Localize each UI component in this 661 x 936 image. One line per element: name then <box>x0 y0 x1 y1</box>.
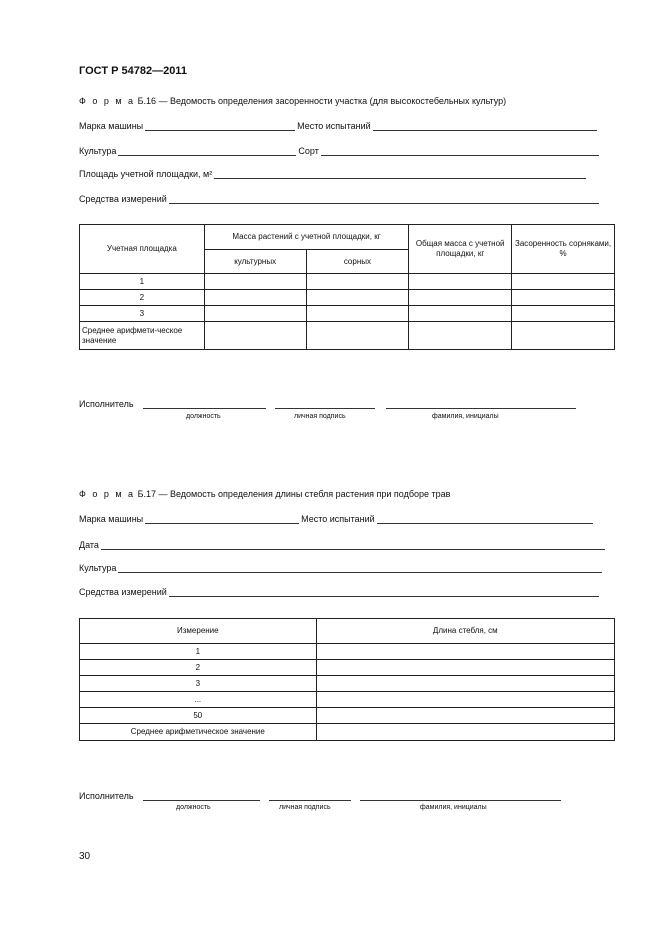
form16-title-text: Б.16 — Ведомость определения засоренности участка (для высокостебельных культур) <box>135 96 507 106</box>
form16-table <box>79 224 615 350</box>
form16-position-line[interactable] <box>143 408 266 409</box>
table-row <box>80 644 615 660</box>
table-row <box>80 290 615 306</box>
table-cell[interactable] <box>306 274 409 290</box>
form17-date-line[interactable] <box>101 541 605 550</box>
form16-crop-label: Культура <box>79 146 117 156</box>
table-row <box>80 306 615 322</box>
form16-prefix: Ф о р м а <box>79 96 136 106</box>
form17-date-label: Дата <box>79 540 99 550</box>
form16-instruments-line[interactable] <box>169 195 599 204</box>
table-cell[interactable] <box>409 306 512 322</box>
form17-name-caption: фамилия, инициалы <box>420 804 487 811</box>
form17-sign-line[interactable] <box>269 800 351 801</box>
table-row <box>80 724 615 741</box>
table-row <box>80 708 615 724</box>
form17-row-instruments <box>79 587 601 597</box>
form16-executor-label: Исполнитель <box>79 399 134 409</box>
table-cell[interactable] <box>316 708 614 724</box>
table-row <box>80 660 615 676</box>
form16-test-place-label: Место испытаний <box>297 121 371 131</box>
form16-row-label: 1 <box>80 274 205 290</box>
form17-executor-label: Исполнитель <box>79 791 134 801</box>
form16-area-label: Площадь учетной площадки, м² <box>79 169 213 179</box>
form16-sign-caption: личная подпись <box>294 413 346 420</box>
form16-col-plot: Учетная площадка <box>80 225 205 274</box>
form16-col-weediness: Засоренность сорняками, % <box>512 225 615 274</box>
table-cell[interactable] <box>512 274 615 290</box>
form17-name-line[interactable] <box>360 800 561 801</box>
form17-position-line[interactable] <box>143 800 260 801</box>
form17-row-label: 3 <box>80 676 317 692</box>
form17-test-place-label: Место испытаний <box>301 514 375 524</box>
table-cell[interactable] <box>204 306 306 322</box>
table-cell[interactable] <box>306 322 409 350</box>
form16-machine-line[interactable] <box>145 122 295 131</box>
document-header: ГОСТ Р 54782—2011 <box>79 65 187 77</box>
table-row <box>80 274 615 290</box>
form16-variety-line[interactable] <box>321 147 599 156</box>
form16-row-crop <box>79 146 601 156</box>
table-cell[interactable] <box>204 322 306 350</box>
table-cell[interactable] <box>512 322 615 350</box>
form17-crop-line[interactable] <box>118 564 602 573</box>
table-cell[interactable] <box>316 660 614 676</box>
table-cell[interactable] <box>306 290 409 306</box>
form16-machine-label: Марка машины <box>79 121 144 131</box>
form17-crop-label: Культура <box>79 563 117 573</box>
form17-row-label: 50 <box>80 708 317 724</box>
form16-position-caption: должность <box>186 413 221 420</box>
form17-row-date <box>79 540 607 550</box>
form16-row-instruments <box>79 194 601 204</box>
table-cell[interactable] <box>316 644 614 660</box>
form17-row-crop <box>79 563 604 573</box>
form17-col-measure: Измерение <box>80 619 317 644</box>
form16-title <box>79 96 506 106</box>
table-cell[interactable] <box>409 322 512 350</box>
form17-table <box>79 618 615 741</box>
table-cell[interactable] <box>409 274 512 290</box>
table-cell[interactable] <box>306 306 409 322</box>
table-cell[interactable] <box>512 290 615 306</box>
page-number: 30 <box>79 851 91 862</box>
form17-prefix: Ф о р м а <box>79 489 136 499</box>
form17-test-place-line[interactable] <box>377 515 593 524</box>
form16-mean-label: Среднее арифмети-ческое значение <box>80 322 205 350</box>
table-cell[interactable] <box>316 676 614 692</box>
form16-row-label: 2 <box>80 290 205 306</box>
form16-row-label: 3 <box>80 306 205 322</box>
table-cell[interactable] <box>204 274 306 290</box>
form17-mean-label: Среднее арифметическое значение <box>80 724 317 741</box>
table-cell[interactable] <box>204 290 306 306</box>
table-cell[interactable] <box>512 306 615 322</box>
form17-position-caption: должность <box>176 804 211 811</box>
form16-test-place-line[interactable] <box>373 122 597 131</box>
form17-machine-line[interactable] <box>145 515 299 524</box>
form17-instruments-line[interactable] <box>169 588 599 597</box>
form16-variety-label: Сорт <box>298 146 319 156</box>
form17-row-machine <box>79 514 595 524</box>
table-cell[interactable] <box>409 290 512 306</box>
form16-row-machine <box>79 121 599 131</box>
form17-row-label: ... <box>80 692 317 708</box>
form16-col-mass: Масса растений с учетной площадки, кг <box>204 225 409 250</box>
form16-col-cultured: культурных <box>204 250 306 274</box>
table-cell[interactable] <box>316 692 614 708</box>
form17-sign-caption: личная подпись <box>279 804 331 811</box>
form17-title <box>79 489 450 499</box>
table-row <box>80 676 615 692</box>
form17-title-text: Б.17 — Ведомость определения длины стебля растения при подборе трав <box>135 489 451 499</box>
form16-name-line[interactable] <box>386 408 576 409</box>
form17-instruments-label: Средства измерений <box>79 587 167 597</box>
table-row <box>80 322 615 350</box>
form16-crop-line[interactable] <box>118 147 296 156</box>
form17-row-label: 1 <box>80 644 317 660</box>
form16-col-weeds: сорных <box>306 250 409 274</box>
form16-row-area <box>79 169 588 179</box>
form16-area-line[interactable] <box>214 170 586 179</box>
form16-instruments-label: Средства измерений <box>79 194 167 204</box>
form17-col-length: Длина стебля, см <box>316 619 614 644</box>
form16-sign-line[interactable] <box>275 408 375 409</box>
table-cell[interactable] <box>316 724 614 741</box>
form16-name-caption: фамилия, инициалы <box>432 413 499 420</box>
form17-row-label: 2 <box>80 660 317 676</box>
form16-col-total: Общая масса с учетной площадки, кг <box>409 225 512 274</box>
table-row <box>80 692 615 708</box>
form17-machine-label: Марка машины <box>79 514 144 524</box>
